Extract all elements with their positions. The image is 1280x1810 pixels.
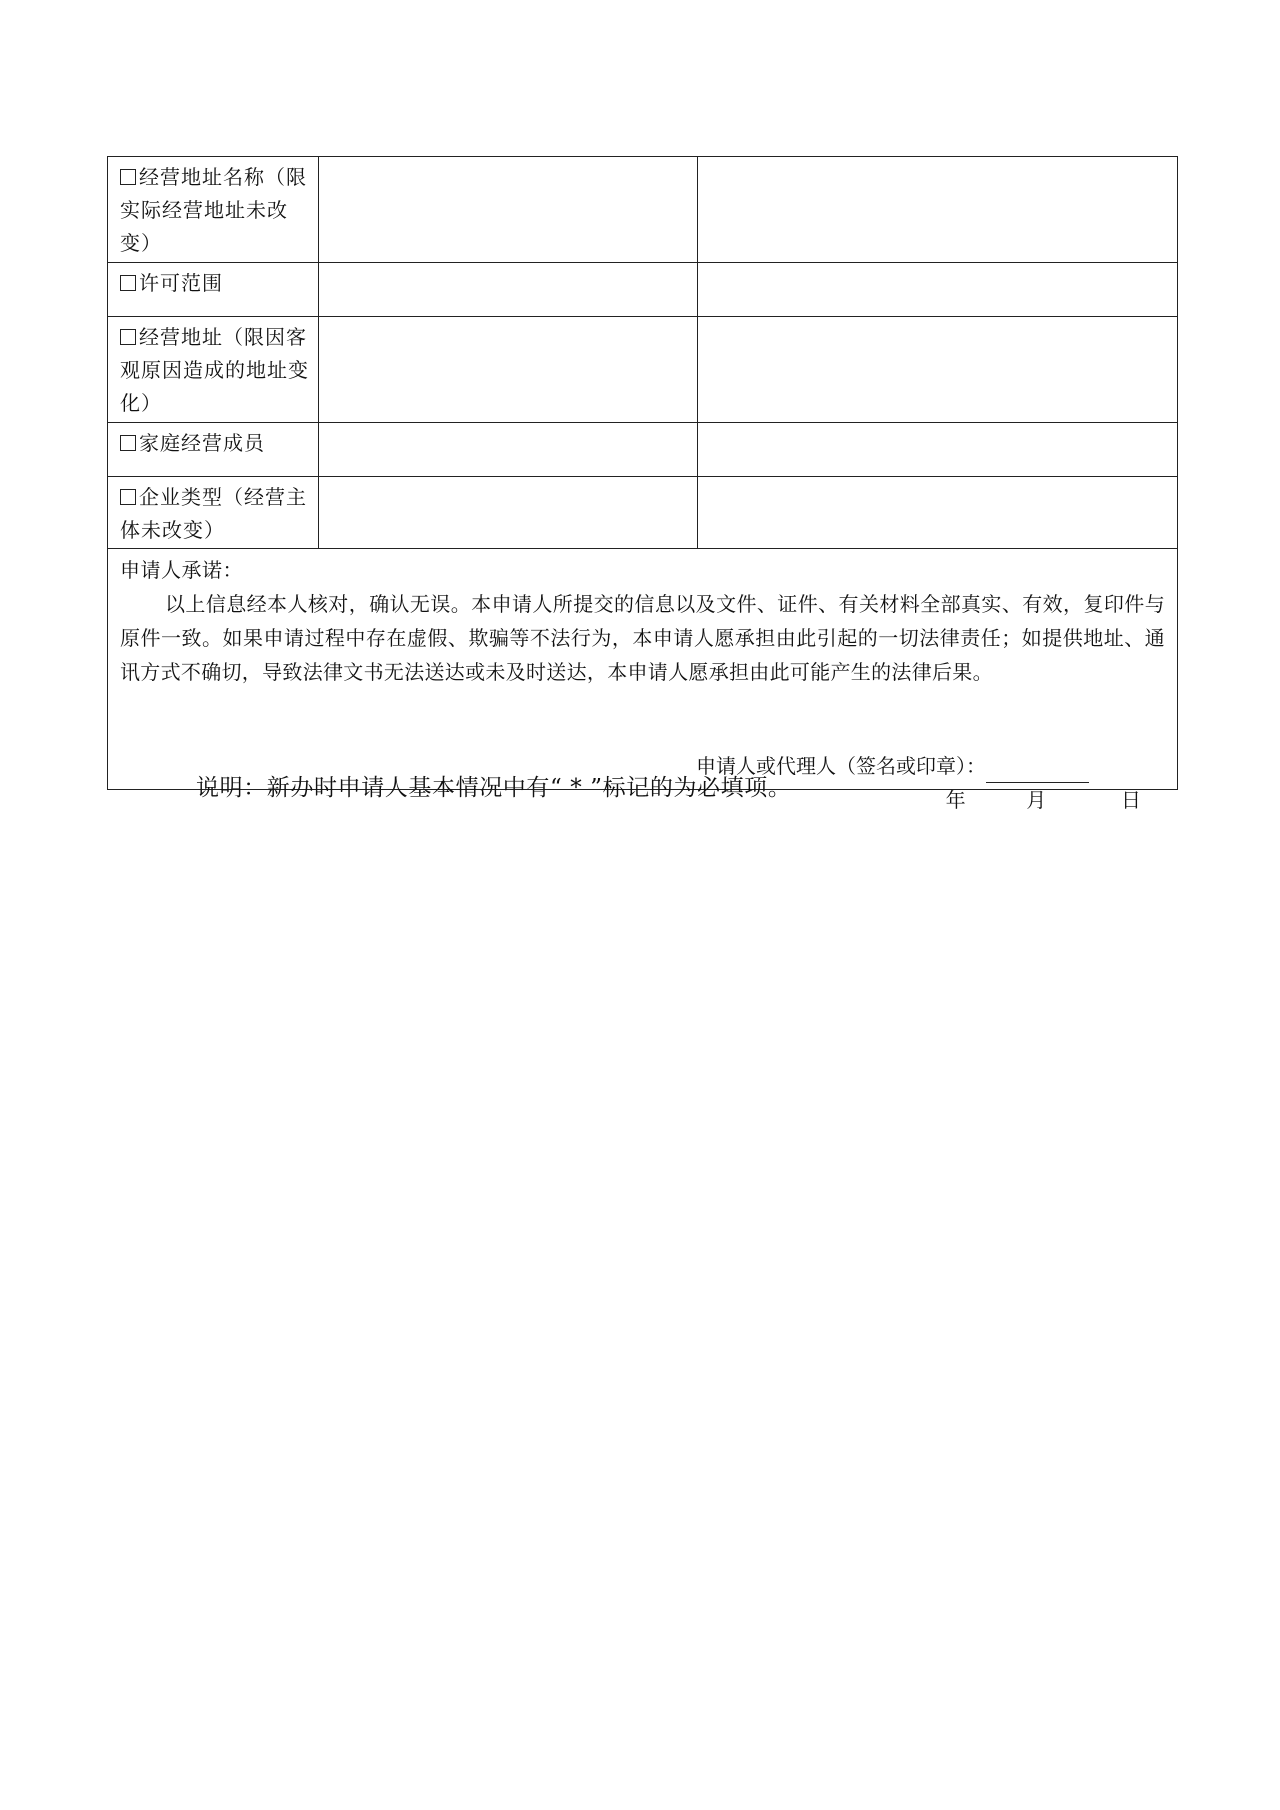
- checkbox-license-scope[interactable]: [120, 275, 136, 291]
- after-change-cell[interactable]: [698, 263, 1178, 317]
- after-change-cell[interactable]: [698, 423, 1178, 477]
- after-change-cell[interactable]: [698, 157, 1178, 263]
- checkbox-family-members[interactable]: [120, 435, 136, 451]
- before-change-cell[interactable]: [319, 157, 698, 263]
- row-label: 经营地址名称（限实际经营地址未改变）: [120, 165, 307, 255]
- before-change-cell[interactable]: [319, 263, 698, 317]
- table-row: [108, 263, 1178, 317]
- row-label: 家庭经营成员: [139, 431, 265, 455]
- row-label: 许可范围: [139, 271, 223, 295]
- date-day-label: 日: [1121, 788, 1141, 812]
- footnote: 说明：新办时申请人基本情况中有“ * ”标记的为必填项。: [196, 775, 792, 801]
- after-change-cell[interactable]: [698, 477, 1178, 549]
- date-month-label: 月: [1026, 788, 1047, 812]
- form-sheet: [107, 156, 1178, 812]
- change-items-table: [107, 156, 1178, 812]
- after-change-cell[interactable]: [698, 317, 1178, 423]
- checkbox-enterprise-type[interactable]: [120, 489, 136, 505]
- pledge-body: 以上信息经本人核对，确认无误。本申请人所提交的信息以及文件、证件、有关材料全部真实、有效，复印件与原件一致。如果申请过程中存在虚假、欺骗等不法行为，本申请人愿承担由此引起的一切法律责任；如提供地址、通讯方式不确切，导致法律文书无法送达或未及时送达，本申请人愿承担由此可能产生的法律后果。: [120, 592, 1165, 684]
- pledge-cell: [108, 549, 1178, 812]
- pledge-row: [108, 549, 1178, 790]
- signature-field[interactable]: [986, 760, 1089, 783]
- row-label-cell: [108, 263, 319, 317]
- row-label-cell: [108, 317, 319, 423]
- date-year-label: 年: [945, 788, 966, 812]
- row-label-cell: [108, 157, 319, 263]
- row-label-cell: [108, 423, 319, 477]
- date-line: [946, 783, 1141, 817]
- row-label: 企业类型（经营主体未改变）: [120, 485, 307, 542]
- row-label-cell: [108, 477, 319, 549]
- before-change-cell[interactable]: [319, 423, 698, 477]
- before-change-cell[interactable]: [319, 477, 698, 549]
- table-row: [108, 477, 1178, 549]
- checkbox-business-address[interactable]: [120, 329, 136, 345]
- checkbox-business-address-name[interactable]: [120, 169, 136, 185]
- row-label: 经营地址（限因客观原因造成的地址变化）: [120, 325, 309, 415]
- pledge-title: 申请人承诺：: [120, 558, 243, 582]
- table-row: [108, 317, 1178, 423]
- table-row: [108, 423, 1178, 477]
- signature-label: 申请人或代理人（签名或印章）：: [696, 754, 986, 778]
- table-row: [108, 157, 1178, 263]
- before-change-cell[interactable]: [319, 317, 698, 423]
